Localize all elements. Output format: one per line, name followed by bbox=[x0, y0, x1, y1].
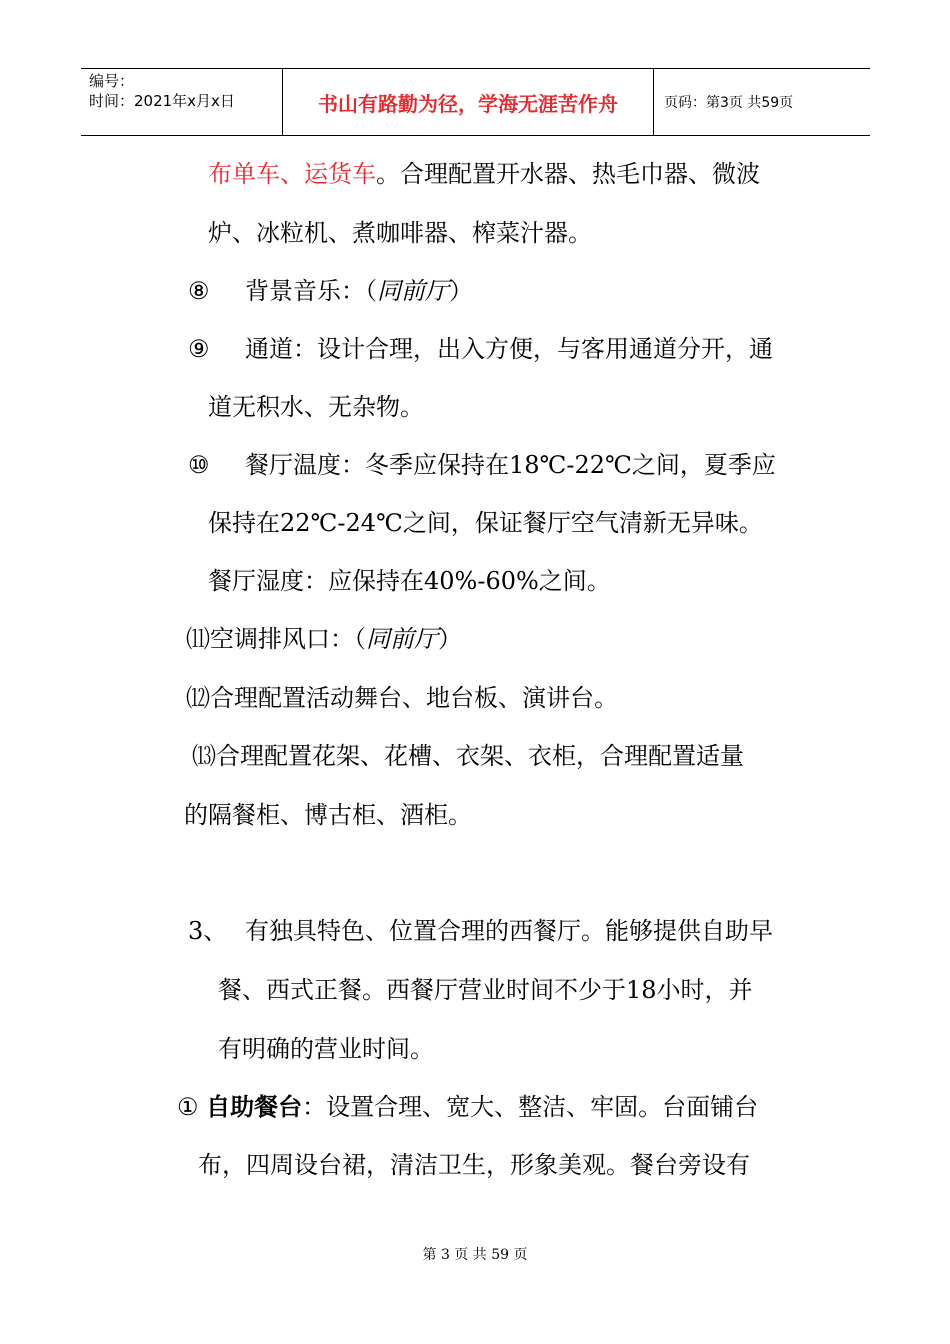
red-highlight-text: 布单车、运货车 bbox=[208, 160, 376, 188]
item9-cont: 道无积水、无杂物。 bbox=[208, 393, 424, 421]
sec3-cont-2: 有明确的营业时间。 bbox=[218, 1035, 434, 1063]
item8-marker: ⑧ bbox=[188, 277, 210, 305]
item8-line bbox=[245, 276, 473, 306]
item10-cont: 保持在22℃-24℃之间，保证餐厅空气清新无异味。 bbox=[208, 509, 763, 537]
item12-text: 合理配置活动舞台、地台板、演讲台。 bbox=[210, 684, 618, 712]
line1-rest: 。合理配置开水器、热毛巾器、微波 bbox=[376, 160, 760, 188]
item13-cont: 的隔餐柜、博古柜、酒柜。 bbox=[184, 801, 472, 829]
sub1-cont: 布，四周设台裙，清洁卫生，形象美观。餐台旁设有 bbox=[198, 1151, 750, 1179]
item12-marker: ⑿ bbox=[186, 684, 210, 712]
header-page-info: 页码：第3页 共59页 bbox=[664, 95, 794, 111]
body-line-1 bbox=[208, 159, 760, 189]
item12-line bbox=[186, 683, 618, 713]
item13-marker: ⒀ bbox=[192, 742, 216, 770]
item13-text: 合理配置花架、花槽、衣架、衣柜，合理配置适量 bbox=[216, 742, 744, 770]
header-motto: 书山有路勤为径，学海无涯苦作舟 bbox=[283, 69, 654, 135]
number-label: 编号： bbox=[89, 72, 135, 90]
item9-line: 通道：设计合理，出入方便，与客用通道分开，通 bbox=[245, 335, 773, 363]
item8-text: 背景音乐：（ bbox=[245, 277, 377, 305]
item10-line: 餐厅温度：冬季应保持在18℃-22℃之间，夏季应 bbox=[245, 451, 776, 479]
item11-italic: 同前厅 bbox=[366, 625, 438, 653]
item9-marker: ⑨ bbox=[188, 335, 210, 363]
item8-close: ） bbox=[449, 277, 473, 305]
date-label: 时间：2021年x月x日 bbox=[89, 92, 235, 110]
sub1-text: ：设置合理、宽大、整洁、牢固。台面铺台 bbox=[302, 1093, 759, 1121]
sec3-marker: 3、 bbox=[188, 917, 228, 945]
item10-humidity: 餐厅湿度：应保持在40%-60%之间。 bbox=[208, 567, 611, 595]
page-footer: 第 3 页 共 59 页 bbox=[422, 1247, 528, 1263]
header-table bbox=[81, 68, 870, 136]
body-line-2: 炉、冰粒机、煮咖啡器、榨菜汁器。 bbox=[208, 219, 592, 247]
item11-marker: ⑾ bbox=[186, 625, 210, 653]
sec3-cont-1: 餐、西式正餐。西餐厅营业时间不少于18小时，并 bbox=[218, 976, 753, 1004]
header-meta bbox=[81, 69, 283, 135]
item8-italic: 同前厅 bbox=[377, 277, 449, 305]
item10-marker: ⑩ bbox=[188, 451, 210, 479]
sub1-bold: 自助餐台 bbox=[206, 1093, 303, 1121]
item11-close: ） bbox=[438, 625, 462, 653]
item11-text: 空调排风口：（ bbox=[210, 625, 366, 653]
sec3-line: 有独具特色、位置合理的西餐厅。能够提供自助早 bbox=[245, 917, 773, 945]
sub1-line bbox=[177, 1092, 758, 1122]
item11-line bbox=[186, 624, 462, 654]
item13-line bbox=[192, 741, 744, 771]
sub1-marker: ① bbox=[177, 1093, 199, 1121]
